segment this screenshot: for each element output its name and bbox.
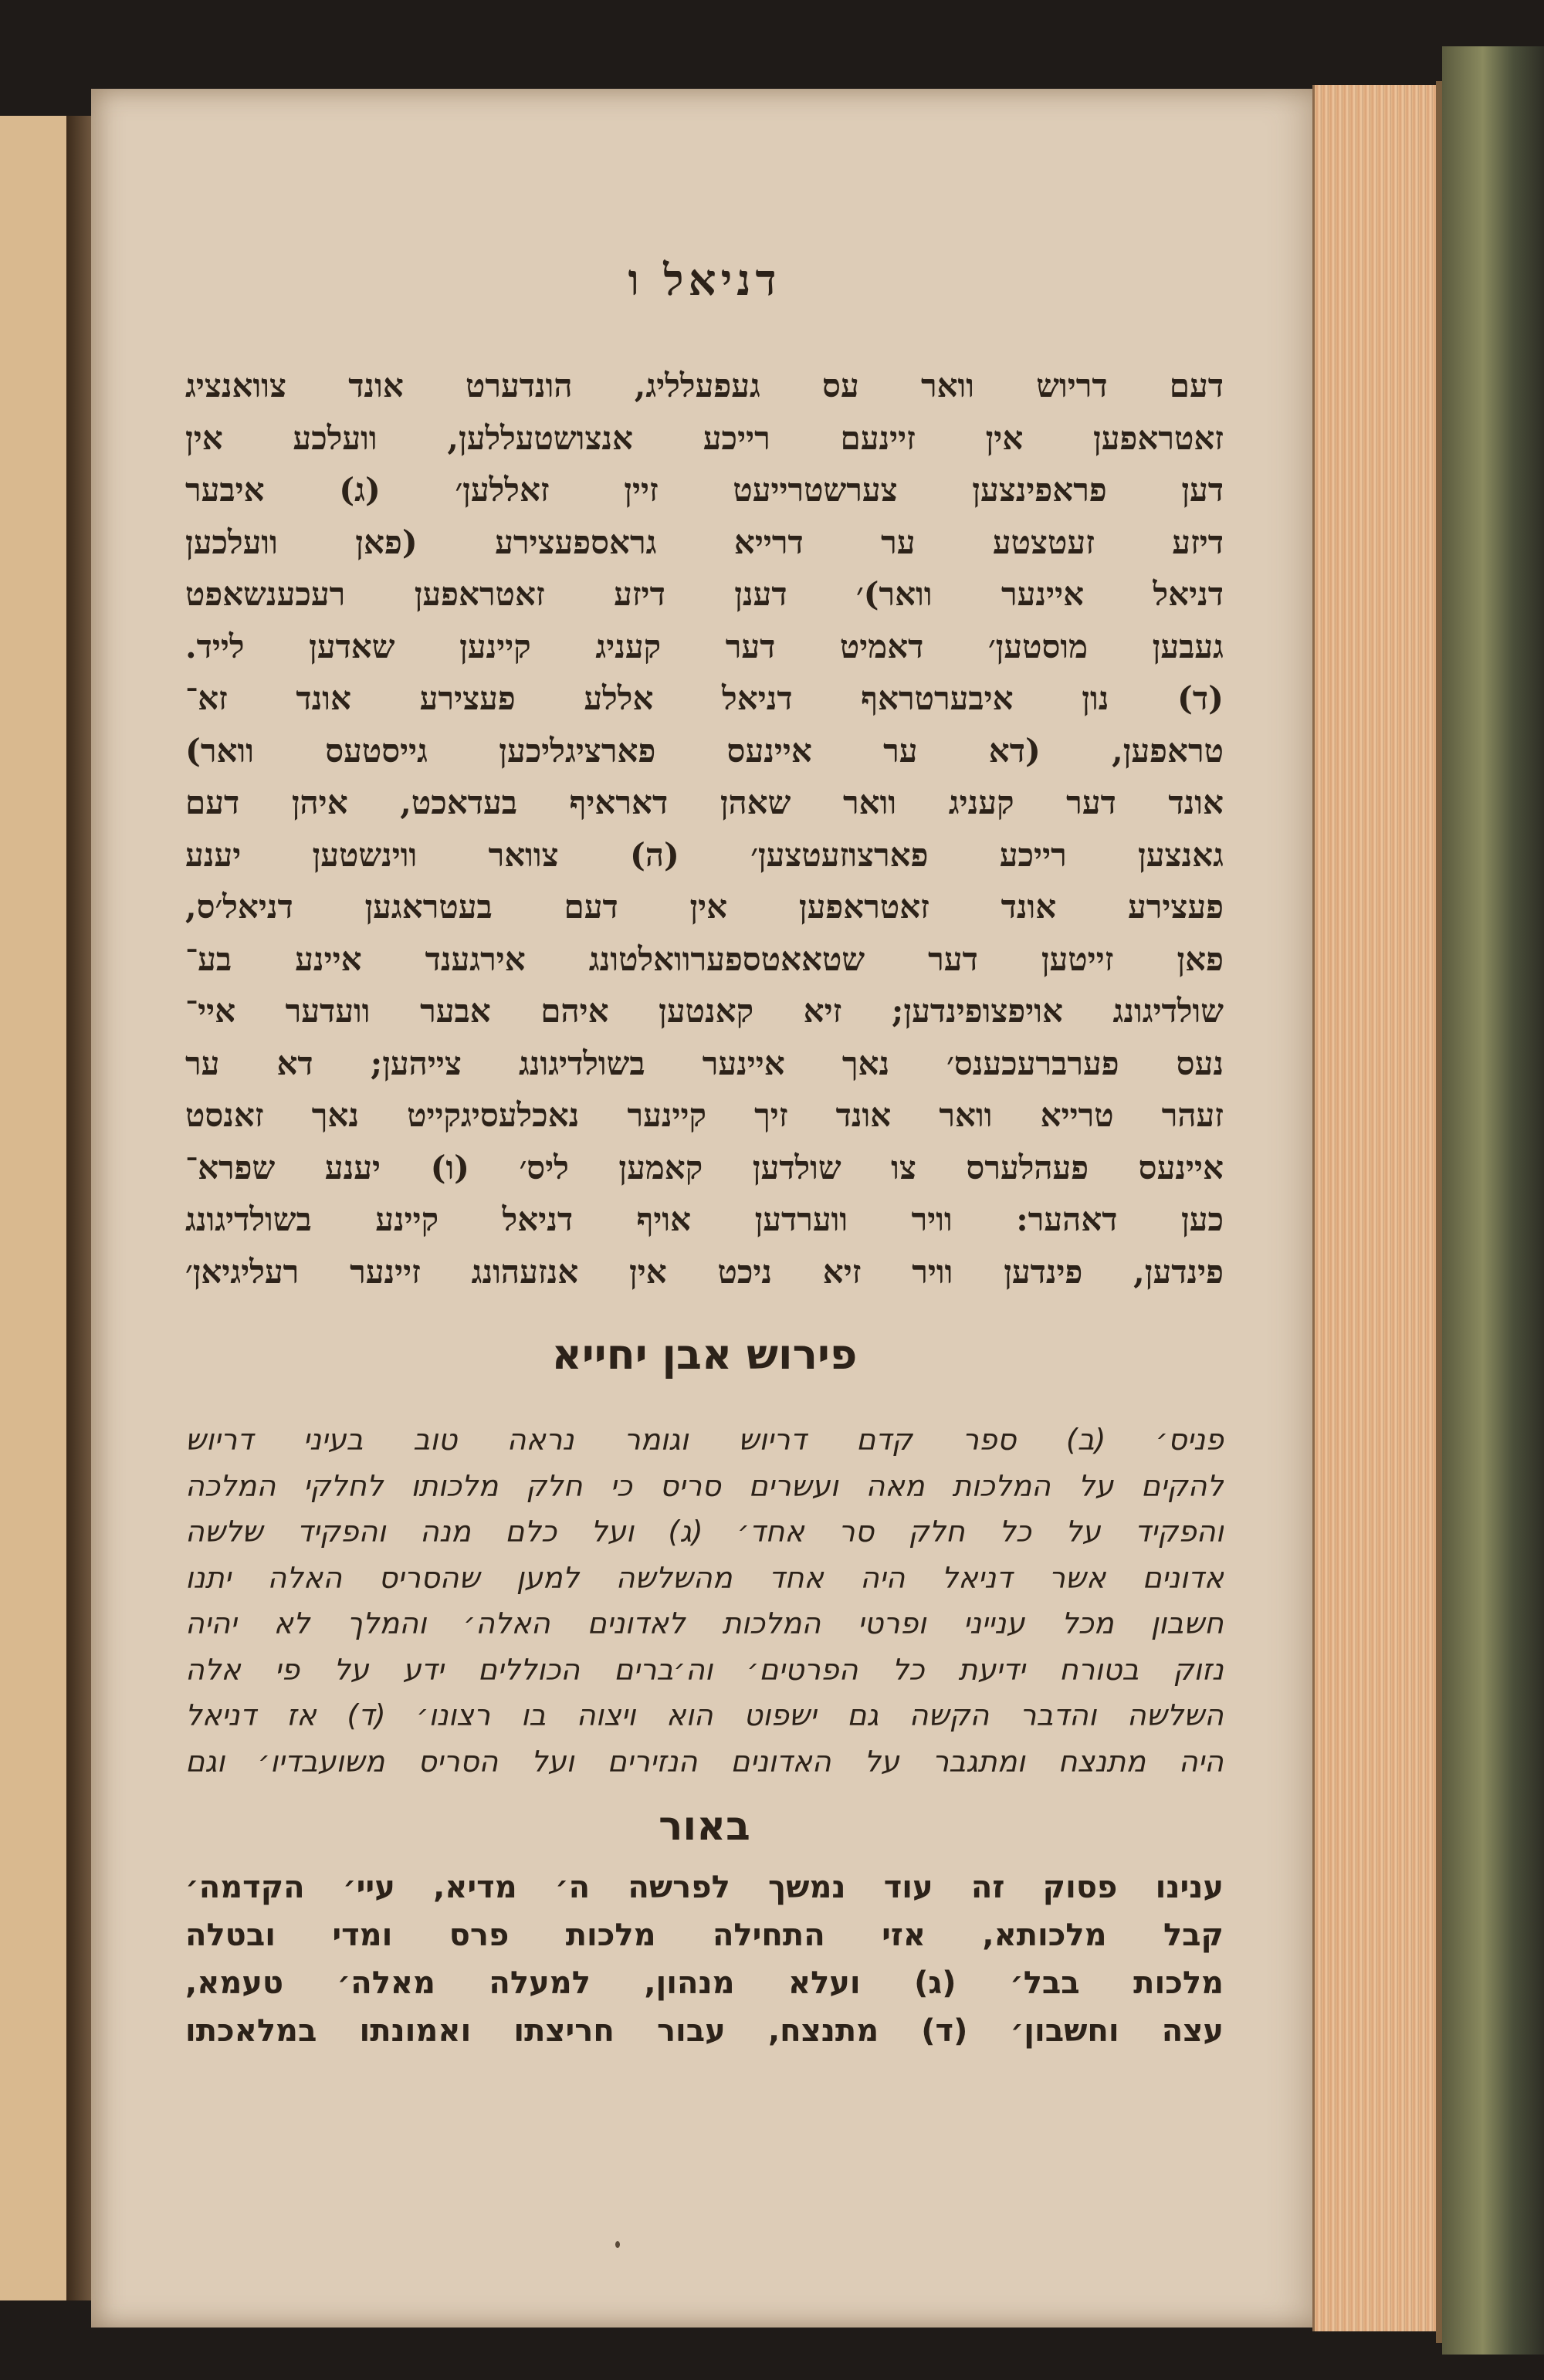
commentary-line: והפקיד על כל חלק סר אחד׳ (ג) ועל כלם מנה והפקיד שלשה — [185, 1515, 1224, 1549]
commentary-line: השלשה והדבר הקשה גם ישפוט הוא ויצוה בו רצונו׳ (ד) אז דניאל — [185, 1698, 1224, 1732]
text-line: זאטראפען אין זיינעם רייכע אנצושטעללען, וועלכע אין — [185, 418, 1224, 457]
text-line: דען פראפינצען צערשטרייעט זיין זאללען׳ (ג) איבער — [185, 471, 1224, 509]
translation-block — [185, 360, 1224, 1298]
left-page-edge — [0, 116, 76, 2300]
text-line: איינעס פעהלערס צו שולדען קאמען ליס׳ (ו) יענע שפרא־ — [185, 1148, 1224, 1187]
text-line: כען דאהער: וויר ווערדען אויף דניאל קיינע בשולדיגונג — [185, 1200, 1224, 1238]
biur-line: קבל מלכותא, אזי התחילה מלכות פרס ומדי ובטלה — [185, 1918, 1224, 1953]
text-line: געבען מוסטען׳ דאמיט דער קעניג קיינען שאדען לייד. — [185, 627, 1224, 665]
commentary-block — [185, 1417, 1224, 1785]
text-line: פעצירע אונד זאטראפען אין דעם בעטראגען דניאל׳ס, — [185, 888, 1224, 926]
text-line: דיזע זעטצטע ער דרייא גראספעצירע (פאן וועלכען — [185, 523, 1224, 561]
commentary-line: להקים על המלכות מאה ועשרים סריס כי חלק מלכותו לחלקי המלכה — [185, 1468, 1224, 1503]
biur-block — [185, 1864, 1224, 2055]
text-line: אונד דער קעניג וואר שאהן דאראיף בעדאכט, איהן דעם — [185, 784, 1224, 821]
biur-line: עצה וחשבון׳ (ד) מתנצח, עבור חריצתו ואמונתו במלאכתו — [185, 2013, 1224, 2049]
ink-speck — [615, 2241, 620, 2248]
biur-line: מלכות בבל׳ (ג) ועלא מנהון, למעלה מאלה׳ טעמא, — [185, 1965, 1224, 2001]
text-line: פינדען, פינדען וויר זיא ניכט אין אנזעהונג זיינער רעליגיאן׳ — [185, 1252, 1224, 1291]
commentary-title: פירוש אבן יחייא — [551, 1330, 858, 1379]
commentary-line: היה מתנצח ומתגבר על האדונים הנזירים ועל הסריס משועבדיו׳ וגם — [185, 1744, 1224, 1779]
commentary-line: פניס׳ (ב) ספר קדם דריוש וגומר נראה טוב בעיני דריוש — [185, 1423, 1224, 1457]
page-block-edges — [1315, 85, 1442, 2331]
text-line: (ד) נון איבערטראף דניאל אללע פעצירע אונד זא־ — [185, 679, 1224, 717]
printed-text — [185, 255, 1224, 2055]
text-line: שולדיגונג אויפצופינדען; זיא קאנטען איהם אבער וועדער איי־ — [185, 992, 1224, 1030]
text-line: טראפען, (דא ער איינעס פארציגליכען גייסטעס וואר) — [185, 731, 1224, 770]
text-line: נעס פערברעכענס׳ נאך איינער בשולדיגונג צייהען; דא ער — [185, 1044, 1224, 1082]
marbled-cover — [1442, 46, 1544, 2355]
text-line: דניאל איינער וואר)׳ דענן דיזע זאטראפען רעכענשאפט — [185, 575, 1224, 613]
commentary-line: אדונים אשר דניאל היה אחד מהשלשה למען שהסריס האלה יתנו — [185, 1560, 1224, 1595]
biur-title: באור — [659, 1803, 750, 1850]
text-line: פאן זייטען דער שטאאטספערוואלטונג אירגענד איינע בע־ — [185, 939, 1224, 978]
text-line: דעם דריוש וואר עס געפעלליג, הונדערט אונד צוואנציג — [185, 367, 1224, 405]
biur-line: ענינו פסוק זה עוד נמשך לפרשה ה׳ מדיא, עיי׳ הקדמה׳ — [185, 1870, 1224, 1905]
commentary-line: חשבון מכל ענייני ופרטי המלכות לאדונים האלה׳ והמלך לא יהיה — [185, 1606, 1224, 1640]
running-head: דניאל ו — [628, 255, 781, 306]
commentary-line: נזוק בטורח ידיעת כל הפרטים׳ וה׳ברים הכוללים ידע על פי אלה — [185, 1652, 1224, 1687]
text-line: זעהר טרייא וואר אונד זיך קיינער נאכלעסיגקייט נאך זאנסט — [185, 1096, 1224, 1134]
text-line: גאנצען רייכע פארצוזעטצען׳ (ה) צוואר ווינשטען יענע — [185, 835, 1224, 874]
